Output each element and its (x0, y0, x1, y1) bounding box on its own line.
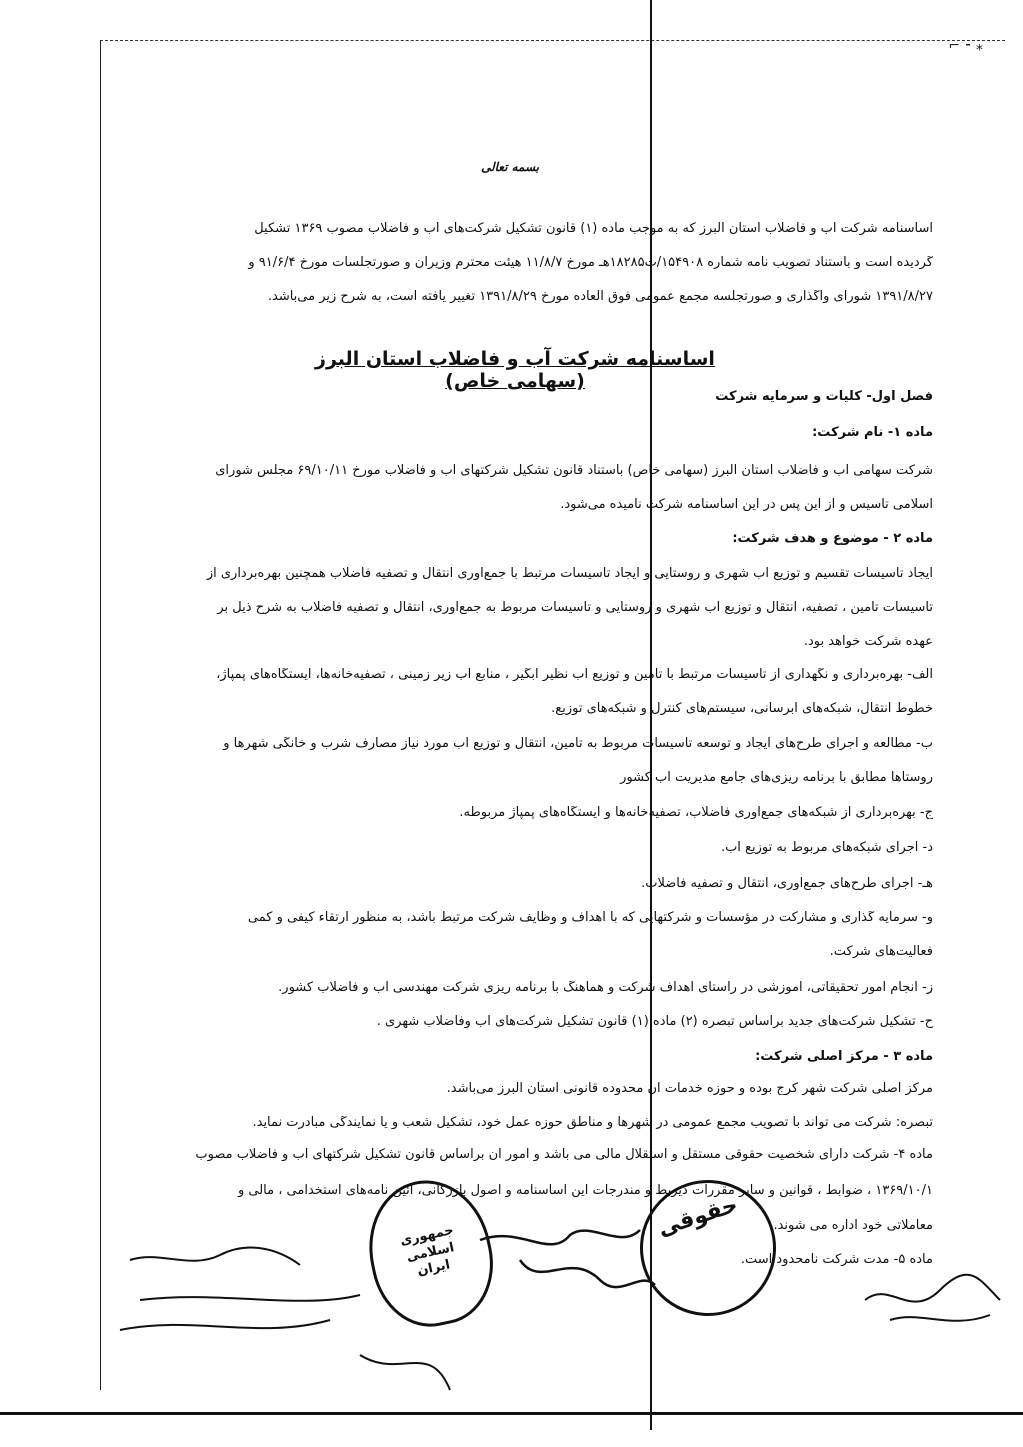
article-3-note: تبصره: شرکت می تواند با تصویب مجمع عمومی در شهرها و مناطق حوزه عمل خود، تشکیل شعب و یا نمایندگی مبادرت نماید. (252, 1116, 933, 1129)
article-2-line: ح- تشکیل شرکت‌های جدید براساس تبصره (۲) ماده (۱) قانون تشکیل شرکت‌های آب وفاضلاب شهری . (376, 1015, 933, 1028)
corner-scribble: ⌐ ⁃ ⁎ (948, 38, 983, 54)
article-2-heading: ماده ۲ - موضوع و هدف شرکت: (732, 532, 933, 545)
article-2-line: الف- بهره‌برداری و نگهداری از تأسیسات مرتبط با تأمین و توزیع آب نظیر آبگیر ، منابع آب زیر زمینی ، تصفیه‌خانه‌ها، ایستگاه‌های پمپاژ، (216, 668, 933, 681)
intro-line: ۱۳۹۱/۸/۲۷ شورای واگذاری و صورتجلسه مجمع عمومی فوق العاده مورخ ۱۳۹۱/۸/۲۹ تغییر یافته است، به شرح زیر می‌باشد. (267, 290, 933, 303)
article-2-line: و- سرمایه گذاری و مشارکت در مؤسسات و شرکتهایی که با اهداف و وظایف شرکت مرتبط باشد، به منظور ارتقاء کیفی و کمی (247, 911, 933, 924)
article-2-line: خطوط انتقال، شبکه‌های آبرسانی، سیستم‌های کنترل و شبکه‌های توزیع. (551, 702, 933, 715)
signature-scribbles (100, 1220, 660, 1410)
article-2-line: عهده شرکت خواهد بود. (803, 635, 933, 648)
article-1-line: اسلامی تأسیس و از این پس در این اساسنامه شرکت نامیده می‌شود. (560, 498, 933, 511)
stamp-text: جمهوری اسلامی ایران (398, 1222, 456, 1280)
seal-text: حقوقی (655, 1192, 741, 1242)
scan-left-border (100, 40, 101, 1390)
article-2-line: ج- بهره‌برداری از شبکه‌های جمع‌آوری فاضلاب، تصفیه‌خانه‌ها و ایستگاه‌های پمپاژ مربوطه. (459, 806, 933, 819)
article-2-line: هـ- اجرای طرح‌های جمع‌آوری، انتقال و تصفیه فاضلاب. (641, 877, 933, 890)
document-title: اساسنامه شرکت آب و فاضلاب استان البرز (سهامی خاص) (315, 348, 715, 392)
article-4-line: ۱۳۶۹/۱۰/۱ ، ضوابط ، قوانین و سایر مقررات ذیربط و مندرجات این اساسنامه و اصول بازرگانی، آئین نامه‌های استخدامی ، مالی و (237, 1184, 933, 1197)
article-2-line: د- اجرای شبکه‌های مربوط به توزیع آب. (720, 841, 933, 854)
intro-line: اساسنامه شرکت آب و فاضلاب استان البرز که به موجب ماده (۱) قانون تشکیل شرکت‌های آب و فاضلاب مصوب ۱۳۶۹ تشکیل (254, 222, 933, 235)
bismillah-heading: بسمه تعالی (480, 160, 540, 174)
article-5-line: ماده ۵- مدت شرکت نامحدود است. (740, 1253, 933, 1266)
signature-scribble-right (860, 1240, 1010, 1340)
intro-line: گردیده است و باستناد تصویب نامه شماره ۱۵۴۹۰۸/ت۱۸۲۸۵هـ مورخ ۱۱/۸/۷ هیئت محترم وزیران و صورتجلسات مورخ ۹۱/۶/۴ و (248, 256, 933, 269)
article-2-line: روستاها مطابق با برنامه ریزی‌های جامع مدیریت آب کشور (620, 771, 933, 784)
article-2-line: تأسیسات تأمین ، تصفیه، انتقال و توزیع آب شهری و روستایی و تأسیسات مربوط به جمع‌آوری، انتقال و تصفیه فاضلاب به شرح ذیل بر (217, 601, 933, 614)
scan-bottom-line (0, 1412, 1023, 1415)
chapter-heading: فصل اول- کلیات و سرمایه شرکت (715, 390, 933, 403)
article-2-line: ب- مطالعه و اجرای طرح‌های ایجاد و توسعه تأسیسات مربوط به تأمین، انتقال و توزیع آب مورد نیاز مصارف شرب و خانگی شهرها و (223, 737, 933, 750)
article-1-heading: ماده ۱- نام شرکت: (812, 426, 933, 439)
article-2-line: ز- انجام امور تحقیقاتی، آموزشی در راستای اهداف شرکت و هماهنگ با برنامه ریزی شرکت مهندسی آب و فاضلاب کشور. (278, 981, 933, 994)
article-4-line: ماده ۴- شرکت دارای شخصیت حقوقی مستقل و استقلال مالی می باشد و امور آن براساس قانون تشکیل شرکتهای آب و فاضلاب مصوب (195, 1148, 933, 1161)
article-1-line: شرکت سهامی آب و فاضلاب استان البرز (سهامی خاص) باستناد قانون تشکیل شرکتهای آب و فاضلاب مورخ ۶۹/۱۰/۱۱ مجلس شورای (215, 464, 933, 477)
scan-top-border (100, 40, 1005, 41)
article-2-line: فعالیت‌های شرکت. (829, 945, 933, 958)
article-4-line: معاملاتی خود اداره می شوند. (773, 1219, 933, 1232)
article-3-heading: ماده ۳ - مرکز اصلی شرکت: (755, 1050, 933, 1063)
article-3-line: مرکز اصلی شرکت شهر کرج بوده و حوزه خدمات آن محدوده قانونی استان البرز می‌باشد. (446, 1082, 933, 1095)
article-2-line: ایجاد تأسیسات تقسیم و توزیع آب شهری و روستایی و ایجاد تأسیسات مرتبط با جمع‌آوری انتقال و تصفیه فاضلاب همچنین بهره‌برداری از (206, 567, 933, 580)
